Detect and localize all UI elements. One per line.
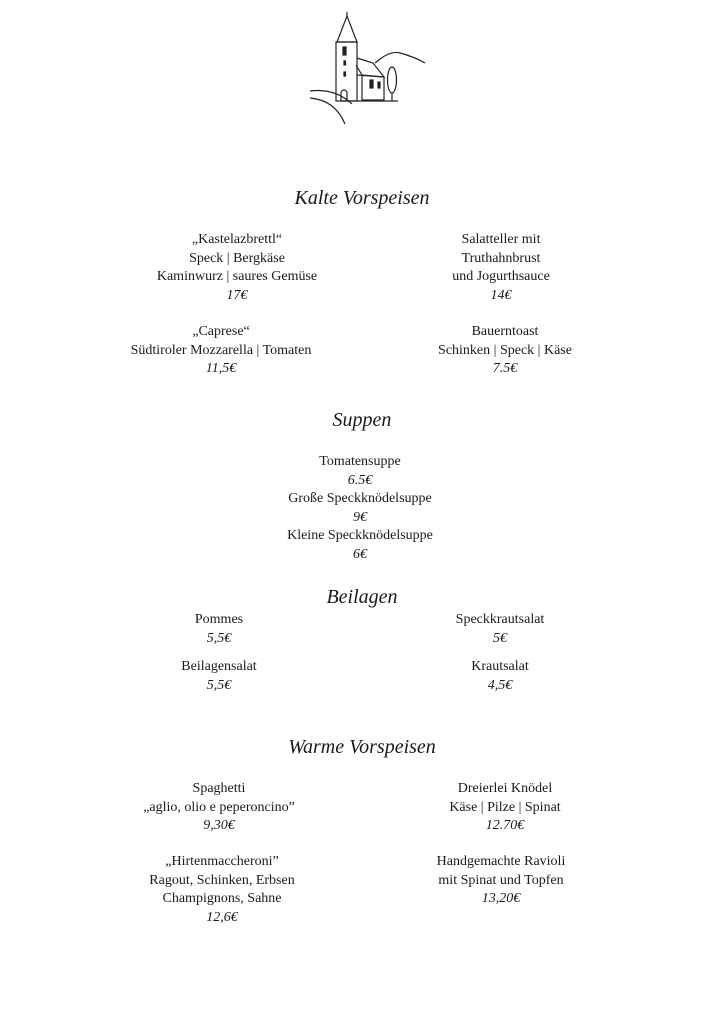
menu-item xyxy=(69,611,369,648)
item-line: „Hirtenmaccheroni” xyxy=(165,854,279,869)
item-line: Krautsalat xyxy=(471,659,529,674)
section-title-beilagen: Beilagen xyxy=(326,586,398,608)
item-line: Käse | Pilze | Spinat xyxy=(449,799,561,815)
item-line: „aglio, olio e peperoncino” xyxy=(143,799,295,815)
item-line: Handgemachte Ravioli xyxy=(436,854,566,869)
item-price: 5€ xyxy=(493,630,507,646)
item-line: „Caprese“ xyxy=(192,324,250,339)
item-price: 9,30€ xyxy=(203,818,235,833)
item-price: 6.5€ xyxy=(347,472,373,488)
item-line: mit Spinat und Topfen xyxy=(438,872,564,888)
item-line: und Jogurthsauce xyxy=(452,269,550,284)
item-price: 5,5€ xyxy=(206,630,232,646)
menu-item xyxy=(350,611,650,648)
item-line: Beilagensalat xyxy=(181,659,257,674)
item-price: 14€ xyxy=(490,287,512,303)
item-line: Speck | Bergkäse xyxy=(189,250,285,266)
item-price: 9€ xyxy=(353,509,367,525)
menu-item xyxy=(355,780,655,836)
menu-item xyxy=(355,323,655,379)
item-line: Südtiroler Mozzarella | Tomaten xyxy=(130,342,312,358)
item-line: Pommes xyxy=(194,612,244,627)
item-line: Große Speckknödelsuppe xyxy=(288,491,432,506)
menu-item xyxy=(72,853,372,927)
item-price: 12,6€ xyxy=(206,909,238,925)
item-price: 5,5€ xyxy=(206,677,232,693)
menu-item xyxy=(71,323,371,379)
menu-item xyxy=(69,658,369,695)
item-line: Bauerntoast xyxy=(471,324,539,339)
item-price: 13,20€ xyxy=(481,891,521,906)
item-line: Speckkrautsalat xyxy=(455,612,545,627)
item-line: Tomatensuppe xyxy=(319,454,401,469)
item-line: Truthahnbrust xyxy=(461,250,541,266)
item-line: Spaghetti xyxy=(192,781,246,796)
menu-item xyxy=(87,231,387,305)
item-price: 17€ xyxy=(226,287,248,303)
item-line: Schinken | Speck | Käse xyxy=(438,342,572,358)
menu-item xyxy=(210,453,510,564)
item-line: Ragout, Schinken, Erbsen xyxy=(149,872,295,888)
item-price: 12.70€ xyxy=(485,818,525,833)
menu-item xyxy=(351,231,651,305)
section-title-kalte-vorspeisen: Kalte Vorspeisen xyxy=(294,187,430,209)
section-title-warme-vorspeisen: Warme Vorspeisen xyxy=(288,736,436,758)
item-price: 6€ xyxy=(353,546,367,562)
item-line: Champignons, Sahne xyxy=(162,891,282,906)
item-line: Kleine Speckknödelsuppe xyxy=(287,528,433,543)
item-line: „Kastelazbrettl“ xyxy=(191,232,283,247)
item-price: 11,5€ xyxy=(205,361,237,376)
menu-item xyxy=(351,853,651,909)
item-line: Salatteller mit xyxy=(461,232,541,247)
menu-item xyxy=(69,780,369,836)
item-price: 4,5€ xyxy=(487,677,513,693)
item-line: Dreierlei Knödel xyxy=(457,781,553,796)
item-price: 7.5€ xyxy=(492,361,518,376)
menu-item xyxy=(350,658,650,695)
section-title-suppen: Suppen xyxy=(332,409,392,431)
church-logo xyxy=(300,0,430,140)
item-line: Kaminwurz | saures Gemüse xyxy=(156,269,318,284)
